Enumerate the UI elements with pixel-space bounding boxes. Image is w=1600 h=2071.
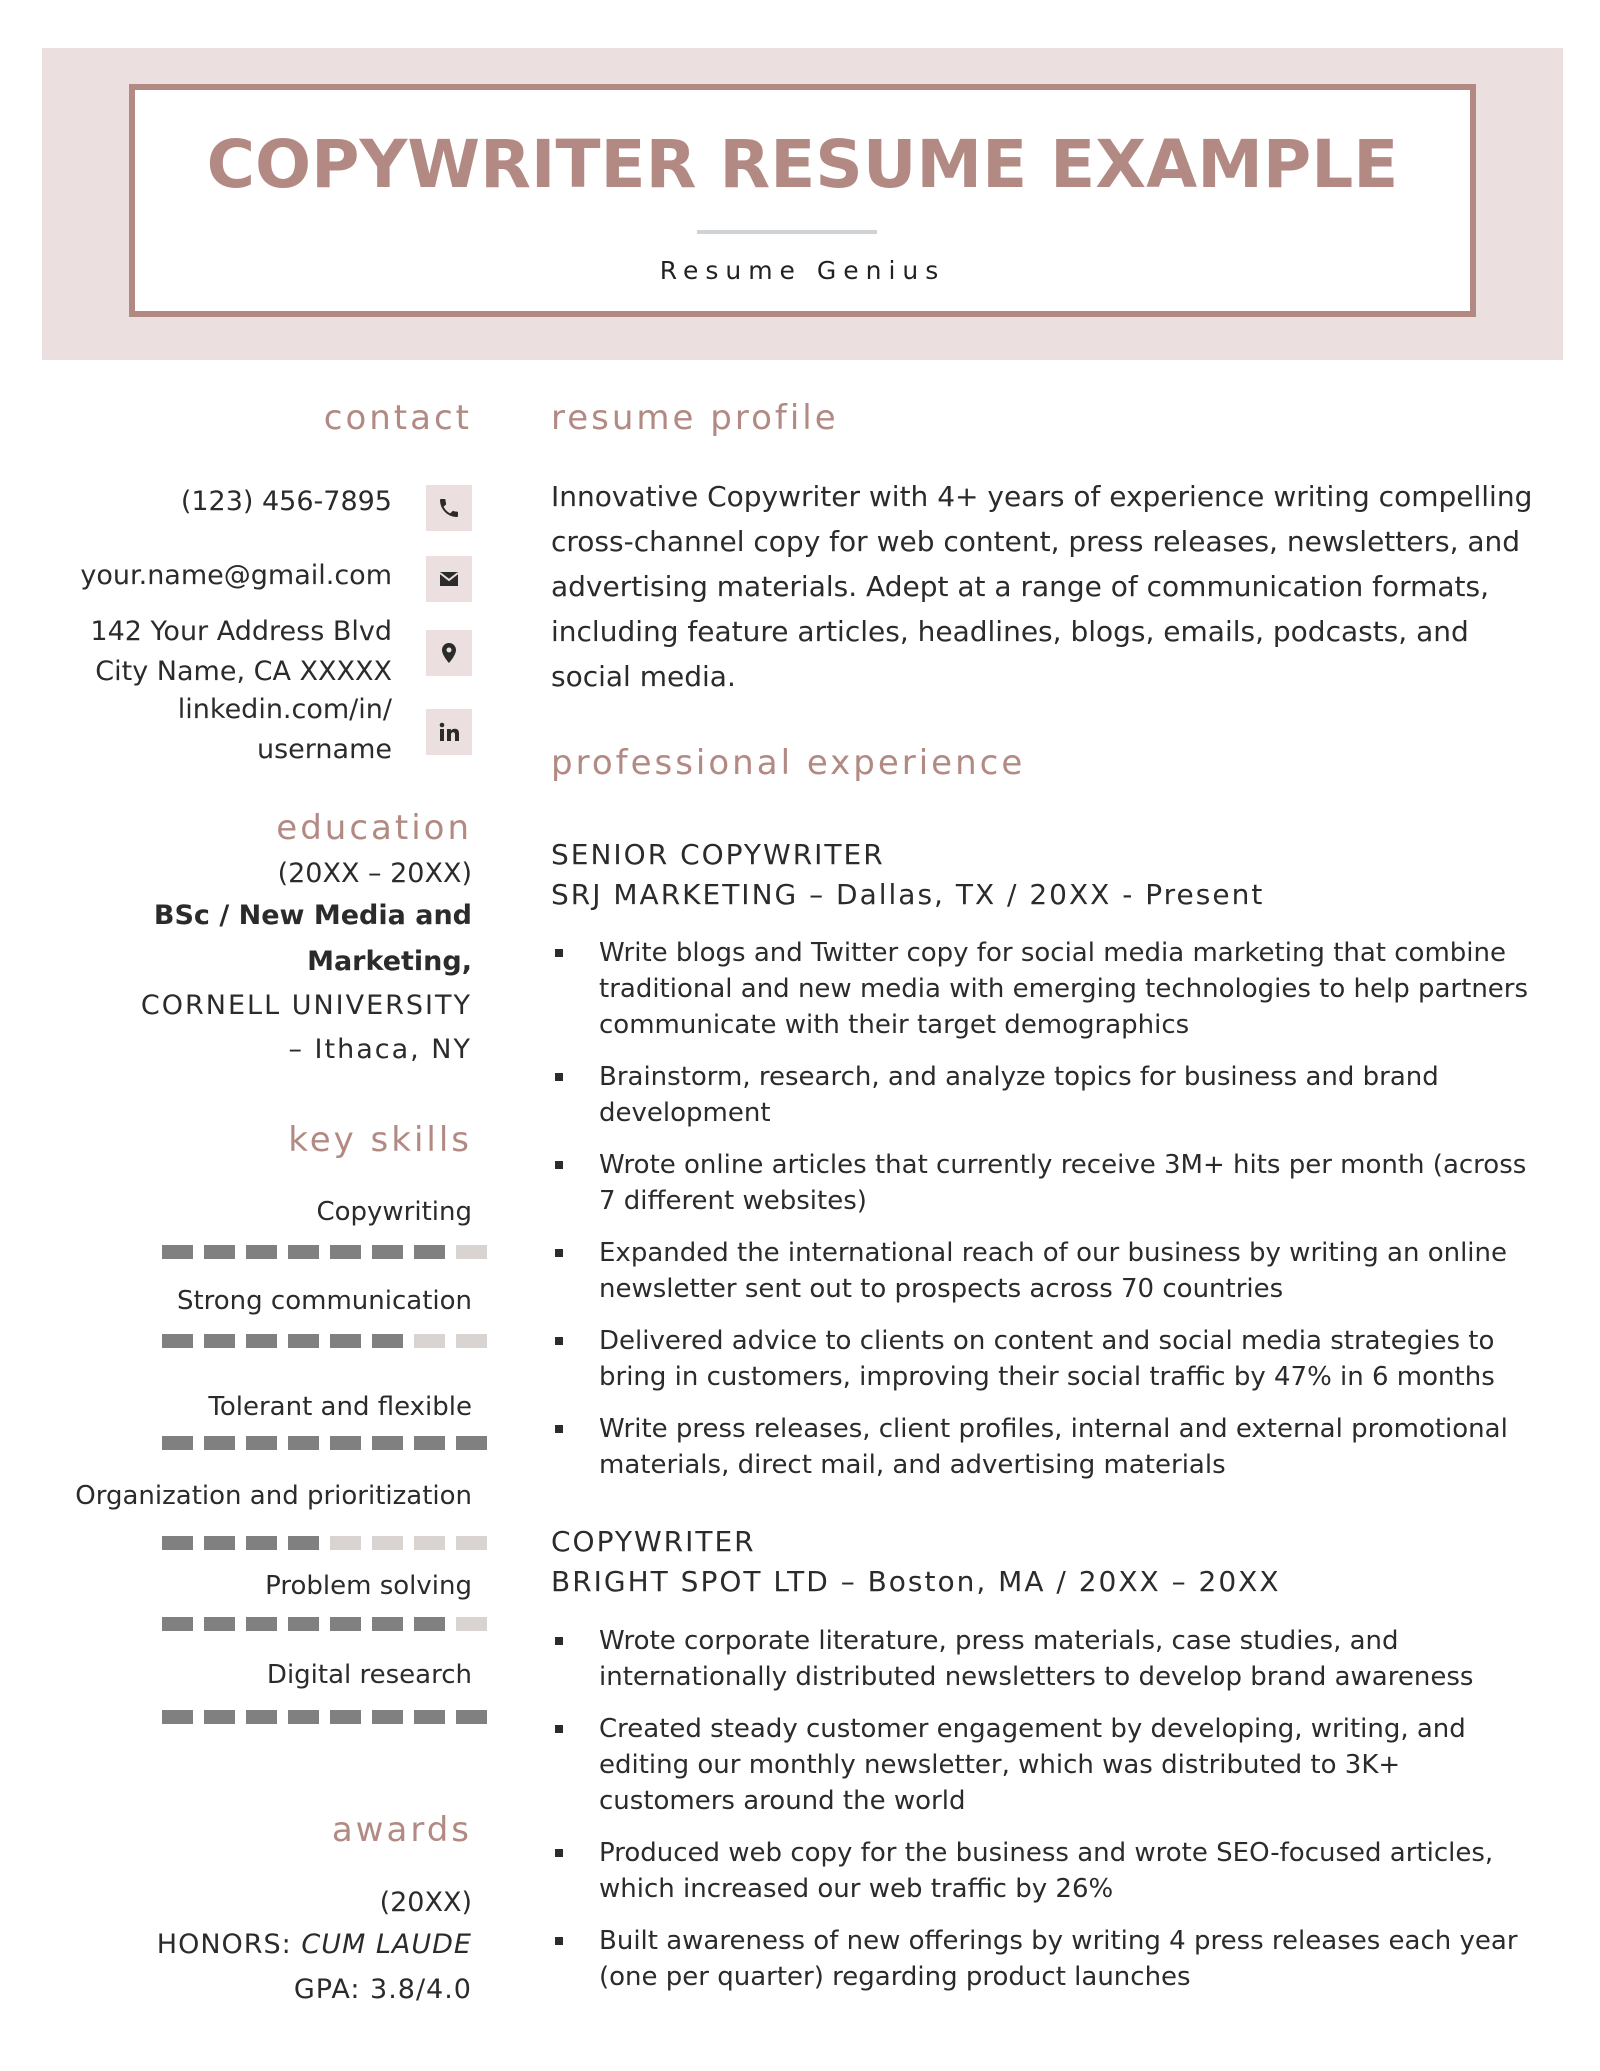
skill-segment-filled (456, 1710, 487, 1724)
list-item: Built awareness of new offerings by writing 4 press releases each year (one per quarter) regarding product launches (551, 1923, 1541, 1995)
skill-segment-filled (330, 1436, 361, 1450)
contact-phone: (123) 456-7895 (180, 486, 392, 517)
job-subtitle: SRJ MARKETING – Dallas, TX / 20XX - Present (551, 878, 1265, 911)
awards-year: (20XX) (379, 1887, 472, 1918)
skill-segment-filled (288, 1710, 319, 1724)
skill-segment-filled (288, 1334, 319, 1348)
skill-segment-filled (246, 1617, 277, 1631)
skill-segment-filled (162, 1710, 193, 1724)
skill-rating-bar (162, 1617, 492, 1631)
skill-segment-empty (456, 1334, 487, 1348)
skill-segment-filled (162, 1536, 193, 1550)
list-item: Delivered advice to clients on content and social media strategies to bring in customers, improving their social traffic by 47% in 6 months (551, 1323, 1541, 1395)
right-column (551, 0, 1551, 2071)
contact-email[interactable]: your.name@gmail.com (80, 560, 392, 591)
profile-summary: Innovative Copywriter with 4+ years of experience writing compelling cross-channel copy for web content, press releases, newsletters, and advertising materials. Adept at a range of communication formats, including feature articles, headlines, blogs, emails, podcasts, and social media. (551, 480, 1533, 693)
awards-honors-prefix: HONORS: (156, 1929, 302, 1960)
skill-segment-empty (456, 1617, 487, 1631)
skill-segment-filled (288, 1617, 319, 1631)
skill-label: Tolerant and flexible (208, 1392, 472, 1422)
skill-segment-filled (246, 1334, 277, 1348)
awards-honors (157, 1929, 472, 1960)
skill-segment-filled (162, 1436, 193, 1450)
skill-rating-bar (162, 1536, 492, 1550)
skill-segment-empty (414, 1334, 445, 1348)
phone-icon (426, 485, 472, 531)
skill-segment-filled (414, 1245, 445, 1259)
skill-segment-empty (372, 1536, 403, 1550)
job-title: COPYWRITER (551, 1525, 756, 1558)
skill-segment-filled (372, 1710, 403, 1724)
list-item: Created steady customer engagement by developing, writing, and editing our monthly newsletter, which was distributed to 3K+ customers around the world (551, 1711, 1541, 1819)
skill-segment-empty (330, 1536, 361, 1550)
email-icon (426, 556, 472, 602)
skill-segment-filled (330, 1245, 361, 1259)
skill-segment-filled (372, 1617, 403, 1631)
list-item: Brainstorm, research, and analyze topics for business and brand development (551, 1059, 1541, 1131)
education-dates: (20XX – 20XX) (277, 858, 472, 889)
skill-segment-filled (372, 1334, 403, 1348)
skill-segment-filled (204, 1245, 235, 1259)
skill-rating-bar (162, 1245, 492, 1259)
left-column (60, 0, 472, 2071)
skill-segment-filled (330, 1617, 361, 1631)
awards-heading: awards (331, 1810, 472, 1850)
skill-label: Problem solving (265, 1571, 472, 1601)
profile-heading: resume profile (551, 398, 839, 438)
skill-segment-filled (204, 1436, 235, 1450)
list-item: Write press releases, client profiles, internal and external promotional materials, direct mail, and advertising materials (551, 1411, 1541, 1483)
skill-segment-filled (204, 1334, 235, 1348)
page-title: COPYWRITER RESUME EXAMPLE (206, 126, 1399, 203)
skill-segment-empty (456, 1245, 487, 1259)
skill-segment-filled (372, 1436, 403, 1450)
contact-address-line1: 142 Your Address Blvd (90, 616, 392, 647)
education-degree-line2: Marketing, (307, 946, 472, 977)
education-school: CORNELL UNIVERSITY (140, 990, 472, 1021)
skill-label: Strong communication (176, 1286, 472, 1316)
skill-label: Copywriting (316, 1197, 472, 1227)
awards-gpa: GPA: 3.8/4.0 (293, 1974, 472, 2005)
location-icon (426, 630, 472, 676)
skill-segment-filled (288, 1536, 319, 1550)
skill-segment-filled (246, 1536, 277, 1550)
skill-segment-filled (330, 1334, 361, 1348)
page-subtitle: Resume Genius (659, 256, 946, 285)
skill-segment-filled (456, 1436, 487, 1450)
skill-segment-filled (246, 1245, 277, 1259)
skill-segment-filled (414, 1617, 445, 1631)
skill-segment-filled (372, 1245, 403, 1259)
skill-rating-bar (162, 1436, 492, 1450)
skill-segment-filled (246, 1710, 277, 1724)
linkedin-icon (426, 709, 472, 755)
experience-heading: professional experience (551, 743, 1026, 783)
contact-address-line2: City Name, CA XXXXX (95, 656, 392, 687)
skill-segment-filled (162, 1334, 193, 1348)
job-bullets (551, 935, 1541, 1499)
skill-segment-filled (162, 1617, 193, 1631)
skill-segment-empty (456, 1536, 487, 1550)
job-title: SENIOR COPYWRITER (551, 838, 885, 871)
list-item: Write blogs and Twitter copy for social media marketing that combine traditional and new media with emerging technologies to help partners communicate with their target demographics (551, 935, 1541, 1043)
list-item: Produced web copy for the business and wrote SEO-focused articles, which increased our web traffic by 26% (551, 1835, 1541, 1907)
awards-honors-value: CUM LAUDE (301, 1929, 472, 1960)
list-item: Wrote online articles that currently receive 3M+ hits per month (across 7 different websites) (551, 1147, 1541, 1219)
list-item: Expanded the international reach of our business by writing an online newsletter sent out to prospects across 70 countries (551, 1235, 1541, 1307)
skill-rating-bar (162, 1334, 492, 1348)
skill-segment-filled (204, 1617, 235, 1631)
skill-segment-filled (288, 1436, 319, 1450)
skill-segment-filled (204, 1536, 235, 1550)
skill-segment-filled (330, 1710, 361, 1724)
skill-segment-empty (414, 1536, 445, 1550)
skill-segment-filled (162, 1245, 193, 1259)
skill-segment-filled (204, 1710, 235, 1724)
education-heading: education (276, 808, 472, 848)
skill-label: Digital research (266, 1660, 472, 1690)
skill-rating-bar (162, 1710, 492, 1724)
job-bullets (551, 1623, 1541, 2011)
skill-segment-filled (246, 1436, 277, 1450)
job-subtitle: BRIGHT SPOT LTD – Boston, MA / 20XX – 20XX (551, 1565, 1281, 1598)
skill-segment-filled (414, 1710, 445, 1724)
list-item: Wrote corporate literature, press materials, case studies, and internationally distributed newsletters to develop brand awareness (551, 1623, 1541, 1695)
education-location: – Ithaca, NY (288, 1034, 472, 1065)
skill-segment-filled (414, 1436, 445, 1450)
skills-heading: key skills (288, 1120, 472, 1160)
education-degree-line1: BSc / New Media and (153, 900, 472, 931)
skill-segment-filled (288, 1245, 319, 1259)
contact-heading: contact (323, 398, 472, 438)
skill-label: Organization and prioritization (75, 1481, 472, 1511)
contact-linkedin-line1[interactable]: linkedin.com/in/ (177, 694, 392, 725)
contact-linkedin-line2[interactable]: username (257, 734, 392, 765)
